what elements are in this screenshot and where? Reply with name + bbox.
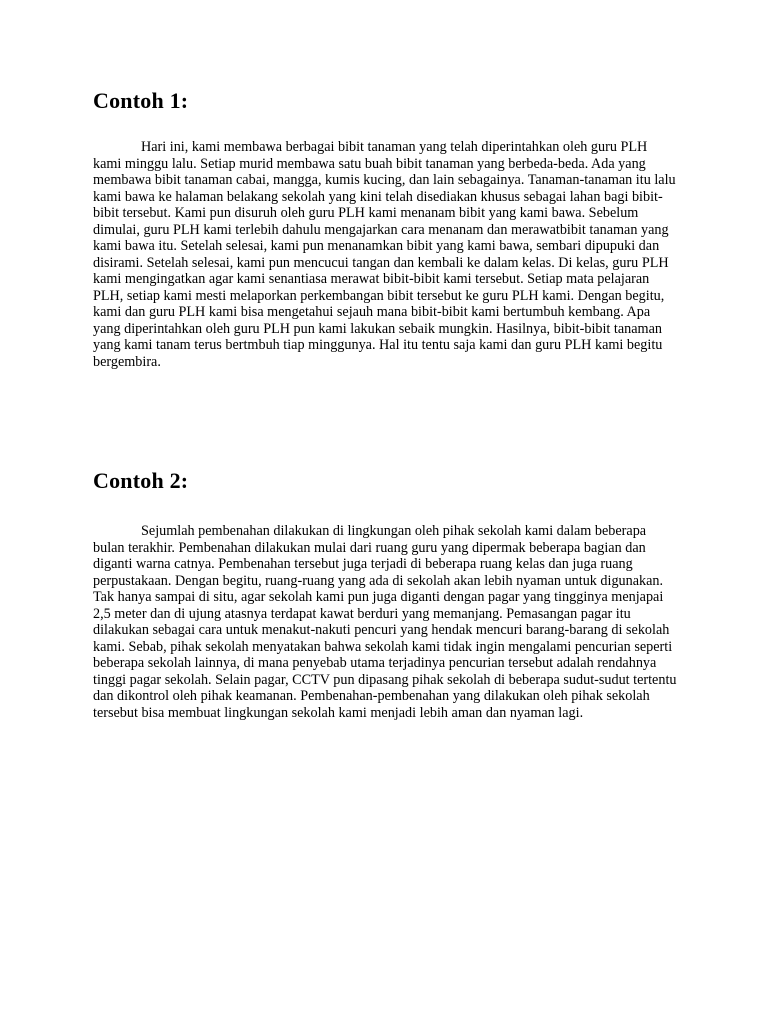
section-paragraph: Sejumlah pembenahan dilakukan di lingkungan oleh pihak sekolah kami dalam beberapa bulan terakhir. Pembenahan dilakukan mulai dari ruang guru yang dipermak beberapa bagian dan diganti warna catnya. Pembenahan tersebut juga terjadi di beberapa ruang kelas dan juga ruang perpustakaan. Dengan begitu, ruang-ruang yang ada di sekolah akan lebih nyaman untuk digunakan. Tak hanya sampai di situ, agar sekolah kami pun juga diganti dengan pagar yang tingginya menjapai 2,5 meter dan di ujung atasnya terdapat kawat berduri yang memanjang. Pemasangan pagar itu dilakukan sebagai cara untuk menakut-nakuti pencuri yang hendak mencuri barang-barang di sekolah kami. Sebab, pihak sekolah menyatakan bahwa sekolah kami tidak ingin mengalami pencurian seperti beberapa sekolah lainnya, di mana penyebab utama terjadinya pencurian tersebut adalah rendahnya tinggi pagar sekolah. Selain pagar, CCTV pun dipasang pihak sekolah di beberapa sudut-sudut tertentu dan dikontrol oleh pihak keamanan. Pembenahan-pembenahan yang dilakukan oleh pihak sekolah tersebut bisa membuat lingkungan sekolah kami menjadi lebih aman dan nyaman lagi. xyxy=(93,523,677,721)
section-paragraph: Hari ini, kami membawa berbagai bibit tanaman yang telah diperintahkan oleh guru PLH kami minggu lalu. Setiap murid membawa satu buah bibit tanaman yang berbeda-beda. Ada yang membawa bibit tanaman cabai, mangga, kumis kucing, dan lain sebagainya. Tanaman-tanaman itu lalu kami bawa ke halaman belakang sekolah yang kini telah disediakan khusus sebagai lahan bagi bibit-bibit tersebut. Kami pun disuruh oleh guru PLH kami menanam bibit yang kami bawa. Sebelum dimulai, guru PLH kami terlebih dahulu mengajarkan cara menanam dan merawatbibit tanaman yang kami bawa itu. Setelah selesai, kami pun menanamkan bibit yang kami bawa, sembari dipupuki dan disirami. Setelah selesai, kami pun mencucui tangan dan kembali ke dalam kelas. Di kelas, guru PLH kami mengingatkan agar kami senantiasa merawat bibit-bibit kami tersebut. Setiap mata pelajaran PLH, setiap kami mesti melaporkan perkembangan bibit tersebut ke guru PLH kami. Dengan begitu, kami dan guru PLH kami bisa mengetahui sejauh mana bibit-bibit kami bertumbuh kembang. Apa yang diperintahkan oleh guru PLH pun kami lakukan sebaik mungkin. Hasilnya, bibit-bibit tanaman yang kami tanam terus bertmbuh tiap minggunya. Hal itu tentu saja kami dan guru PLH kami begitu bergembira. xyxy=(93,139,676,370)
section-heading: Contoh 2: xyxy=(93,468,189,493)
section-contoh-1 xyxy=(93,86,677,370)
section-contoh-2 xyxy=(93,466,677,721)
section-heading: Contoh 1: xyxy=(93,88,189,113)
